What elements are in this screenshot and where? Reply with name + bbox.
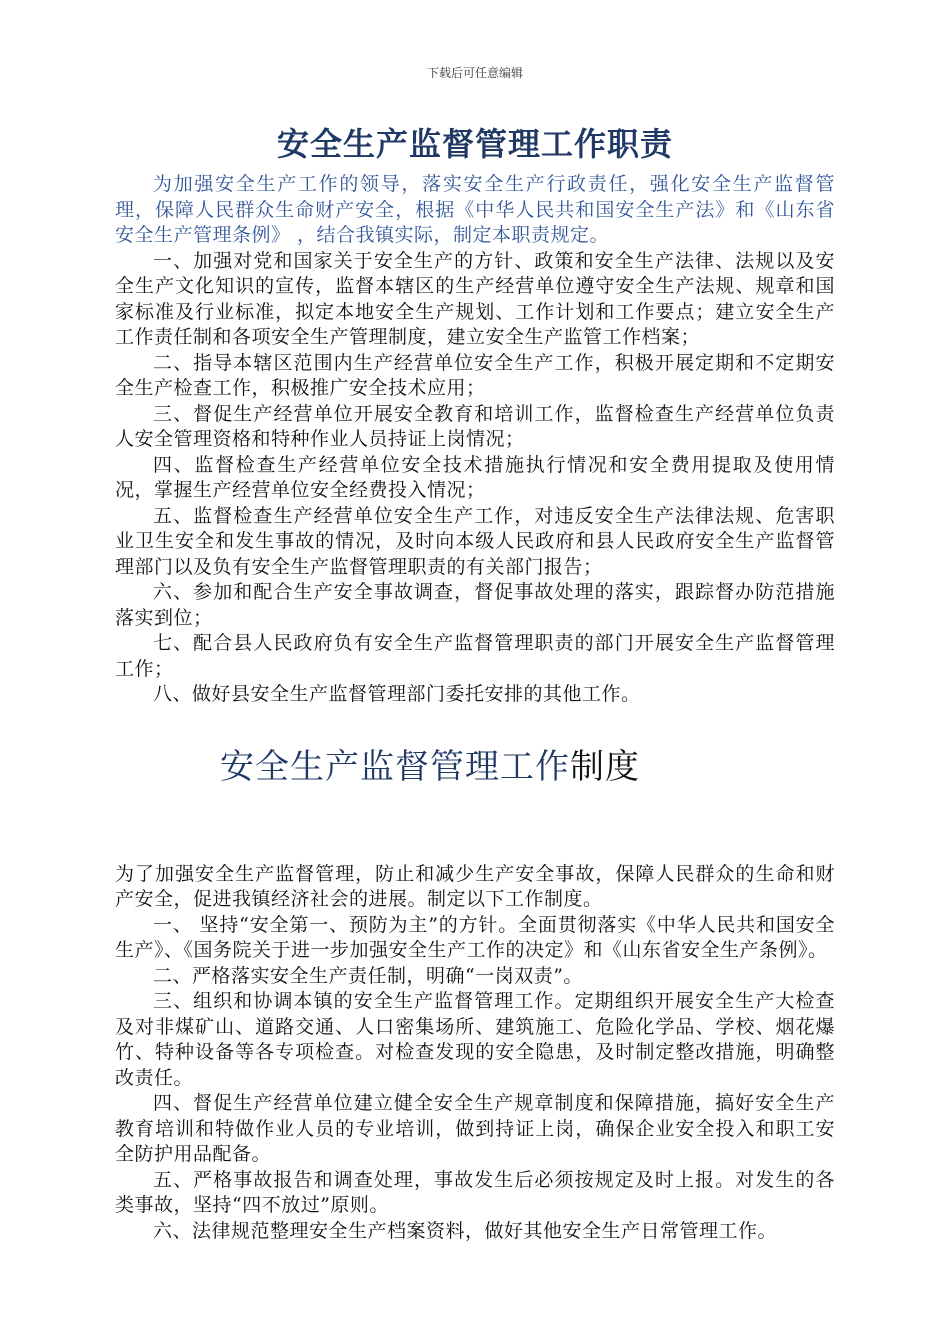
responsibility-item: 七、配合县人民政府负有安全生产监督管理职责的部门开展安全生产监督管理工作； xyxy=(115,632,835,680)
system-intro: 为了加强安全生产监督管理，防止和减少生产安全事故，保障人民群众的生命和财产安全，促进我镇经济社会的进展。制定以下工作制度。 xyxy=(115,862,835,910)
responsibility-item: 二、指导本辖区范围内生产经营单位安全生产工作，积极开展定期和不定期安全生产检查工作，积极推广安全技术应用； xyxy=(115,351,835,399)
responsibilities-intro: 为加强安全生产工作的领导，落实安全生产行政责任，强化安全生产监督管理，保障人民群众生命财产安全，根据《中华人民共和国安全生产法》和《山东省安全生产管理条例》 ，结合我镇实际，制定本职责规定。 xyxy=(115,173,835,246)
responsibility-item: 八、做好县安全生产监督管理部门委托安排的其他工作。 xyxy=(153,683,641,705)
section-title-system xyxy=(115,742,835,792)
system-item: 一、 坚持“安全第一、预防为主”的方针。全面贯彻落实《中华人民共和国安全生产》、《国务院关于进一步加强安全生产工作的决定》和《山东省安全生产条例》。 xyxy=(115,913,835,961)
page-title: 安全生产监督管理工作职责 xyxy=(276,125,673,163)
system-item: 六、法律规范整理安全生产档案资料，做好其他安全生产日常管理工作。 xyxy=(153,1219,778,1242)
system-section xyxy=(115,862,835,1245)
responsibility-item: 四、监督检查生产经营单位安全技术措施执行情况和安全费用提取及使用情况，掌握生产经营单位安全经费投入情况； xyxy=(115,453,835,501)
section-title-part2: 制度 xyxy=(570,746,640,787)
system-item: 四、督促生产经营单位建立健全安全生产规章制度和保障措施，搞好安全生产教育培训和特做作业人员的专业培训，做到持证上岗，确保企业安全投入和职工安全防护用品配备。 xyxy=(115,1092,835,1165)
system-item: 二、严格落实安全生产责任制，明确“一岗双责”。 xyxy=(153,964,583,987)
document-page xyxy=(115,120,835,1244)
section-title-part1: 安全生产监督管理工作 xyxy=(220,746,570,787)
header-note: 下载后可任意编辑 xyxy=(426,66,523,80)
system-item: 五、严格事故报告和调查处理，事故发生后必须按规定及时上报。对发生的各类事故，坚持“四不放过”原则。 xyxy=(115,1168,835,1216)
responsibility-item: 一、加强对党和国家关于安全生产的方针、政策和安全生产法律、法规以及安全生产文化知识的宣传，监督本辖区的生产经营单位遵守安全生产法规、规章和国家标准及行业标准，拟定本地安全生产规划、工作计划和工作要点；建立安全生产工作责任制和各项安全生产管理制度，建立安全生产监管工作档案； xyxy=(115,249,835,348)
responsibility-item: 三、督促生产经营单位开展安全教育和培训工作，监督检查生产经营单位负责人安全管理资格和特种作业人员持证上岗情况； xyxy=(115,402,835,450)
system-item: 三、组织和协调本镇的安全生产监督管理工作。定期组织开展安全生产大检查及对非煤矿山、道路交通、人口密集场所、建筑施工、危险化学品、学校、烟花爆竹、特种设备等各专项检查。对检查发现的安全隐患，及时制定整改措施，明确整改责任。 xyxy=(115,990,835,1089)
responsibility-item: 五、监督检查生产经营单位安全生产工作，对违反安全生产法律法规、危害职业卫生安全和发生事故的情况，及时向本级人民政府和县人民政府安全生产监督管理部门以及负有安全生产监督管理职责的有关部门报告； xyxy=(115,504,835,578)
responsibility-item: 六、参加和配合生产安全事故调查，督促事故处理的落实，跟踪督办防范措施落实到位； xyxy=(115,581,835,629)
